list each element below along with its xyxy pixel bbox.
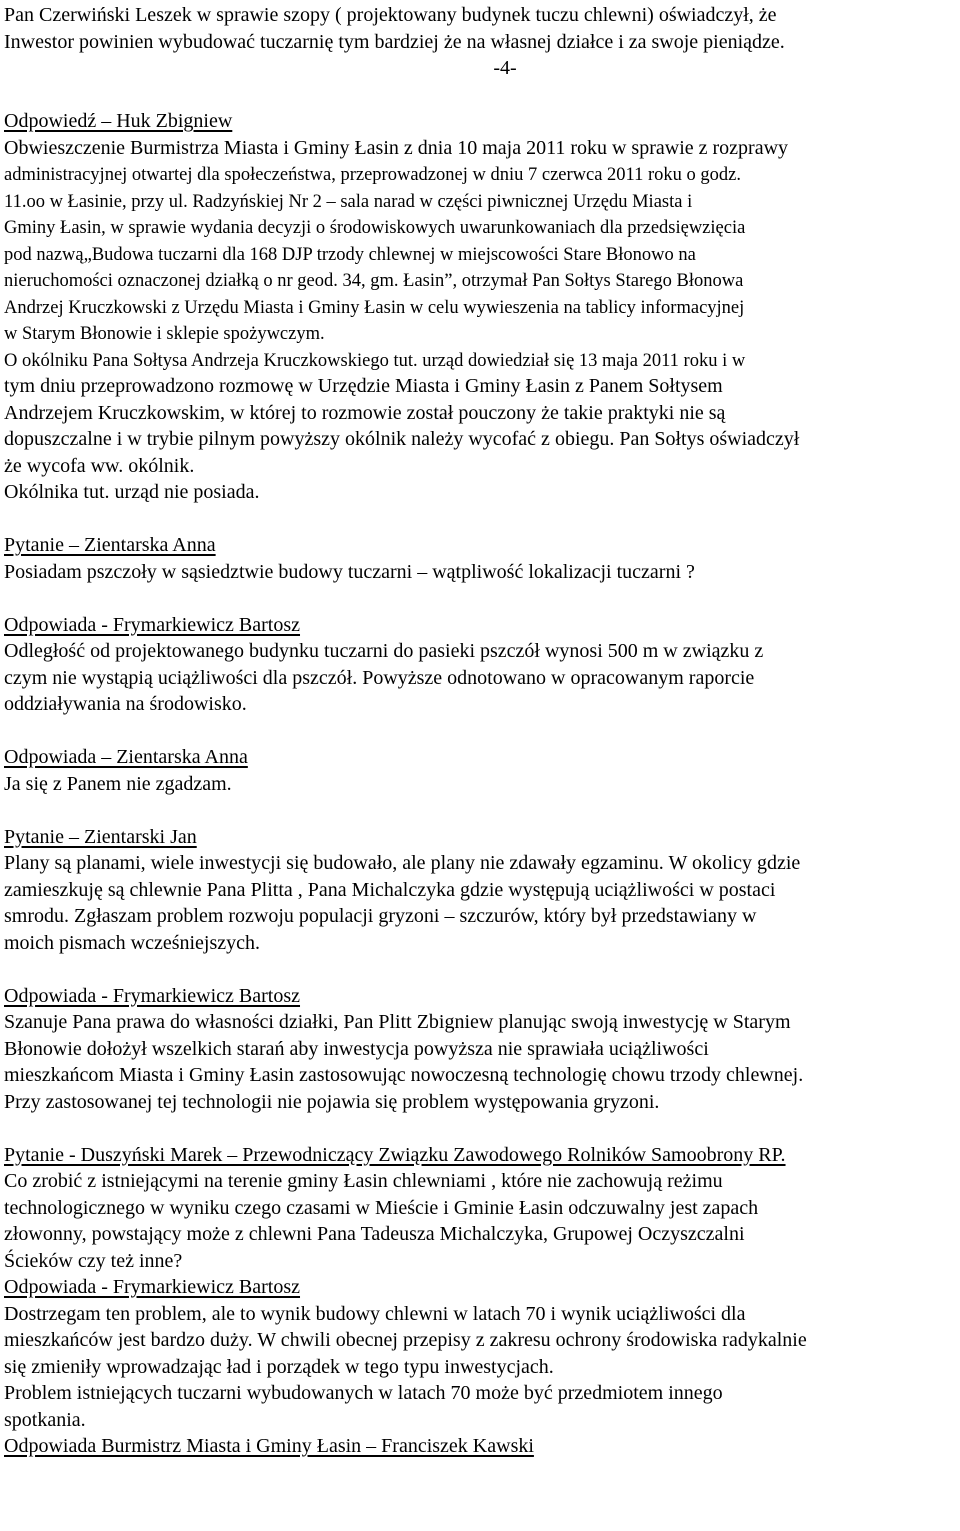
document-line	[4, 1009, 956, 1036]
document-line	[4, 241, 956, 268]
text-line: oddziaływania na środowisko.	[4, 693, 247, 715]
document-line	[4, 532, 956, 559]
document-line	[4, 1301, 956, 1328]
document-line	[4, 983, 956, 1010]
document-line	[4, 691, 956, 718]
document-line	[4, 373, 956, 400]
document-line	[4, 1036, 956, 1063]
text-line: O okólniku Pana Sołtysa Andrzeja Kruczkowskiego tut. urząd dowiedział się 13 maja 2011 roku i w	[4, 350, 746, 371]
text-line: Inwestor powinien wybudować tuczarnię tym bardziej że na własnej działce i za swoje pieniądze.	[4, 30, 785, 53]
document-line	[4, 1354, 956, 1381]
speaker-heading: Pytanie - Duszyński Marek – Przewodniczący Związku Zawodowego Rolników Samoobrony RP.	[4, 1143, 786, 1166]
paragraph-gap	[4, 956, 956, 983]
text-line: Przy zastosowanej tej technologii nie pojawia się problem występowania gryzoni.	[4, 1090, 660, 1113]
text-line: Posiadam pszczoły w sąsiedztwie budowy tuczarni – wątpliwość lokalizacji tuczarni ?	[4, 560, 695, 583]
document-line	[4, 29, 956, 56]
text-line: Szanuje Pana prawa do własności działki, Pan Plitt Zbigniew planując swoją inwestycję w Starym	[4, 1011, 791, 1033]
speaker-heading: Pytanie – Zientarska Anna	[4, 534, 216, 556]
text-line: 11.oo w Łasinie, przy ul. Radzyńskiej Nr 2 – sala narad w części piwnicznej Urzędu Miasta i	[4, 191, 693, 212]
document-line	[4, 1195, 956, 1222]
document-line	[4, 214, 956, 241]
text-line: Co zrobić z istniejącymi na terenie gminy Łasin chlewniami , które nie zachowują reżimu	[4, 1170, 723, 1192]
document-line	[4, 426, 956, 453]
document-line	[4, 347, 956, 374]
document-line	[4, 559, 956, 586]
document-line	[4, 744, 956, 771]
text-line: administracyjnej otwartej dla społeczeństwa, przeprowadzonej w dniu 7 czerwca 2011 roku o godz.	[4, 165, 741, 185]
text-line: Ścieków czy też inne?	[4, 1249, 183, 1272]
text-line: nieruchomości oznaczonej działką o nr geod. 34, gm. Łasin”, otrzymał Pan Sołtys Starego Błonowa	[4, 271, 744, 291]
text-line: Plany są planami, wiele inwestycji się budowało, ale plany nie zdawały egzaminu. W okolicy gdzie	[4, 852, 801, 874]
document-line	[4, 877, 956, 904]
document-line	[4, 267, 956, 294]
text-line: technologicznego w wyniku czego czasami w Mieście i Gminie Łasin odczuwalny jest zapach	[4, 1196, 759, 1219]
speaker-heading: Odpowiedź – Huk Zbigniew	[4, 110, 233, 132]
document-line	[4, 294, 956, 321]
document-line	[4, 188, 956, 215]
text-line: moich pismach wcześniejszych.	[4, 931, 261, 954]
text-line: Andrzej Kruczkowski z Urzędu Miasta i Gminy Łasin w celu wywieszenia na tablicy informacyjnej	[4, 297, 745, 318]
document-line	[4, 1433, 956, 1460]
paragraph-gap	[4, 585, 956, 612]
document-line	[4, 2, 956, 29]
document-line	[4, 1168, 956, 1195]
text-line: mieszkańców jest bardzo duży. W chwili obecnej przepisy z zakresu ochrony środowiska radykalnie	[4, 1329, 807, 1351]
text-line: tym dniu przeprowadzono rozmowę w Urzędzie Miasta i Gminy Łasin z Panem Sołtysem	[4, 375, 723, 397]
text-line: Problem istniejących tuczarni wybudowanych w latach 70 może być przedmiotem innego	[4, 1382, 723, 1404]
paragraph-gap	[4, 82, 956, 109]
document-line	[4, 108, 956, 135]
text-line: że wycofa ww. okólnik.	[4, 454, 195, 477]
speaker-heading: Odpowiada – Zientarska Anna	[4, 746, 248, 768]
text-line: Błonowie dołożył wszelkich starań aby inwestycja powyższa nie sprawiała uciążliwości	[4, 1037, 709, 1060]
document-line	[4, 1142, 956, 1169]
speaker-heading: Odpowiada Burmistrz Miasta i Gminy Łasin – Franciszek Kawski	[4, 1435, 534, 1457]
document-line	[4, 903, 956, 930]
text-line: Dostrzegam ten problem, ale to wynik budowy chlewni w latach 70 i wynik uciążliwości dla	[4, 1302, 746, 1325]
document-line	[4, 161, 956, 188]
document-line	[4, 1221, 956, 1248]
document-line	[4, 638, 956, 665]
document-line	[4, 612, 956, 639]
speaker-heading: Odpowiada - Frymarkiewicz Bartosz	[4, 1276, 301, 1298]
document-line	[4, 930, 956, 957]
text-line: Andrzejem Kruczkowskim, w której to rozmowie został pouczony że takie praktyki nie są	[4, 401, 726, 424]
speaker-heading: Odpowiada - Frymarkiewicz Bartosz	[4, 613, 301, 636]
speaker-heading: Pytanie – Zientarski Jan	[4, 825, 197, 848]
text-line: Odległość od projektowanego budynku tuczarni do pasieki pszczół wynosi 500 m w związku z	[4, 640, 764, 662]
text-line: w Starym Błonowie i sklepie spożywczym.	[4, 324, 325, 344]
document-line	[4, 135, 956, 162]
text-line: Gminy Łasin, w sprawie wydania decyzji o środowiskowych uwarunkowaniach dla przedsięwzięcia	[4, 218, 746, 238]
speaker-heading: Odpowiada - Frymarkiewicz Bartosz	[4, 984, 301, 1007]
document-line	[4, 824, 956, 851]
paragraph-gap	[4, 797, 956, 824]
text-line: złowonny, powstający może z chlewni Pana Tadeusza Michalczyka, Grupowej Oczyszczalni	[4, 1223, 745, 1245]
text-line: mieszkańcom Miasta i Gminy Łasin zastosowując nowoczesną technologię chowu trzody chlewnej.	[4, 1064, 804, 1086]
text-line: czym nie wystąpią uciążliwości dla pszczół. Powyższe odnotowano w opracowanym raporcie	[4, 666, 755, 689]
text-line: Ja się z Panem nie zgadzam.	[4, 772, 232, 795]
document-line	[4, 453, 956, 480]
document-line	[4, 1380, 956, 1407]
document-line	[4, 771, 956, 798]
paragraph-gap	[4, 718, 956, 745]
text-line: pod nazwą„Budowa tuczarni dla 168 DJP trzody chlewnej w miejscowości Stare Błonowo na	[4, 244, 696, 265]
text-line: spotkania.	[4, 1408, 86, 1431]
page-number: -4-	[493, 57, 517, 79]
document-line	[4, 665, 956, 692]
document-page	[4, 2, 956, 1460]
document-line	[4, 1089, 956, 1116]
paragraph-gap	[4, 506, 956, 533]
document-line	[4, 320, 956, 347]
text-line: dopuszczalne i w trybie pilnym powyższy okólnik należy wycofać z obiegu. Pan Sołtys oświadczył	[4, 428, 800, 450]
document-line	[4, 850, 956, 877]
document-line	[4, 1062, 956, 1089]
paragraph-gap	[4, 1115, 956, 1142]
text-line: Pan Czerwiński Leszek w sprawie szopy ( projektowany budynek tuczu chlewni) oświadczył, że	[4, 4, 777, 26]
document-line	[4, 479, 956, 506]
text-line: Obwieszczenie Burmistrza Miasta i Gminy Łasin z dnia 10 maja 2011 roku w sprawie z rozprawy	[4, 136, 789, 159]
document-line	[4, 1327, 956, 1354]
document-line	[4, 1407, 956, 1434]
document-body	[4, 2, 956, 1460]
document-line	[4, 1248, 956, 1275]
text-line: smrodu. Zgłaszam problem rozwoju populacji gryzoni – szczurów, który był przedstawiany w	[4, 905, 757, 927]
text-line: Okólnika tut. urząd nie posiada.	[4, 481, 260, 503]
text-line: zamieszkuję są chlewnie Pana Plitta , Pana Michalczyka gdzie występują uciążliwości w postaci	[4, 878, 776, 901]
text-line: się zmieniły wprowadzając ład i porządek w tego typu inwestycjach.	[4, 1355, 554, 1378]
document-line	[4, 1274, 956, 1301]
document-line	[4, 400, 956, 427]
